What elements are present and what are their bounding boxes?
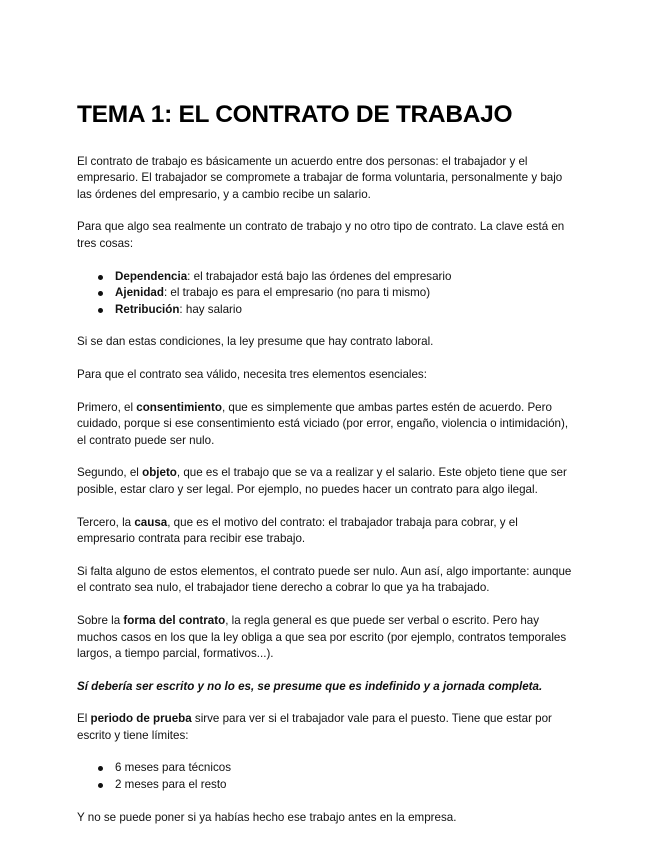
text-run: Tercero, la <box>77 515 135 529</box>
list-item: 2 meses para el resto <box>115 777 577 794</box>
presumption-paragraph: Si se dan estas condiciones, la ley presume que hay contrato laboral. <box>77 335 434 349</box>
text-run: El <box>77 712 91 726</box>
intro-paragraph: El contrato de trabajo es básicamente un acuerdo entre dos personas: el trabajador y el empresario. El trabajador se compromete a trabajar de forma voluntaria, personalmente y bajo las órdenes del empresario, y a cambio recibe un salario. <box>77 154 563 201</box>
text-run: , que es simplemente que ambas partes estén de acuerdo. Pero cuidado, porque si ese consentimiento está viciado (por error, engaño, violencia o intimidación), el contrato puede ser nulo. <box>77 400 569 447</box>
consent-paragraph <box>77 400 577 450</box>
text-run: , que es el motivo del contrato: el trabajador trabaja para cobrar, y el empresario contrata para recibir ese trabajo. <box>77 515 518 546</box>
list-item-text: hay salario <box>182 302 242 316</box>
nullity-paragraph: Si falta alguno de estos elementos, el contrato puede ser nulo. Aun así, algo importante: aunque el contrato sea nulo, el trabajador tiene derecho a cobrar lo que ya ha trabajado. <box>77 564 572 595</box>
document-body <box>77 100 577 842</box>
list-item-text: el trabajador está bajo las órdenes del empresario <box>190 269 452 283</box>
text-run: , que es el trabajo que se va a realizar y el salario. Este objeto tiene que ser posible, estar claro y ser legal. Por ejemplo, no puedes hacer un contrato para algo ilegal. <box>77 466 567 496</box>
list-item-separator: : <box>179 302 183 316</box>
list-item-retribucion <box>115 302 577 319</box>
closing-paragraph: Y no se puede poner si ya habías hecho ese trabajo antes en la empresa. <box>77 810 457 824</box>
list-item-term: Dependencia <box>115 269 188 283</box>
list-item-text: el trabajo es para el empresario (no para ti mismo) <box>167 286 431 300</box>
trial-period-list <box>77 760 577 793</box>
bold-term: consentimiento <box>136 400 222 414</box>
bold-term: causa <box>134 515 168 529</box>
list-item-term: Retribución <box>115 302 180 316</box>
key-elements-paragraph: Para que algo sea realmente un contrato de trabajo y no otro tipo de contrato. La clave está en tres cosas: <box>77 220 565 250</box>
text-run: sirve para ver si el trabajador vale para el puesto. Tiene que estar por escrito y tiene límites: <box>77 712 552 742</box>
list-item-dependencia <box>115 269 577 286</box>
presumption-emphasis: Sí debería ser escrito y no lo es, se presume que es indefinido y a jornada completa. <box>77 679 543 693</box>
bold-term: periodo de prueba <box>90 712 192 726</box>
bold-term: forma del contrato <box>123 613 226 627</box>
text-run: Sobre la <box>77 613 124 627</box>
list-item-ajenidad <box>115 285 577 302</box>
validity-paragraph: Para que el contrato sea válido, necesita tres elementos esenciales: <box>77 367 427 381</box>
list-item-separator: : <box>187 269 191 283</box>
text-run: Segundo, el <box>77 466 143 480</box>
list-item-separator: : <box>163 286 168 300</box>
text-run: Primero, el <box>77 400 137 414</box>
trial-period-paragraph <box>77 711 577 744</box>
list-item: 6 meses para técnicos <box>115 760 577 777</box>
page-title: TEMA 1: EL CONTRATO DE TRABAJO <box>77 101 513 128</box>
key-elements-list <box>77 269 577 319</box>
text-run: , la regla general es que puede ser verbal o escrito. Pero hay muchos casos en los que la ley obliga a que sea por escrito (por ejemplo, contratos temporales largos, a tiempo parcial, formativos...). <box>77 613 567 661</box>
list-item-term: Ajenidad <box>115 286 164 300</box>
bold-term: objeto <box>142 466 177 480</box>
form-paragraph <box>77 613 577 663</box>
cause-paragraph <box>77 515 577 548</box>
object-paragraph <box>77 465 577 498</box>
